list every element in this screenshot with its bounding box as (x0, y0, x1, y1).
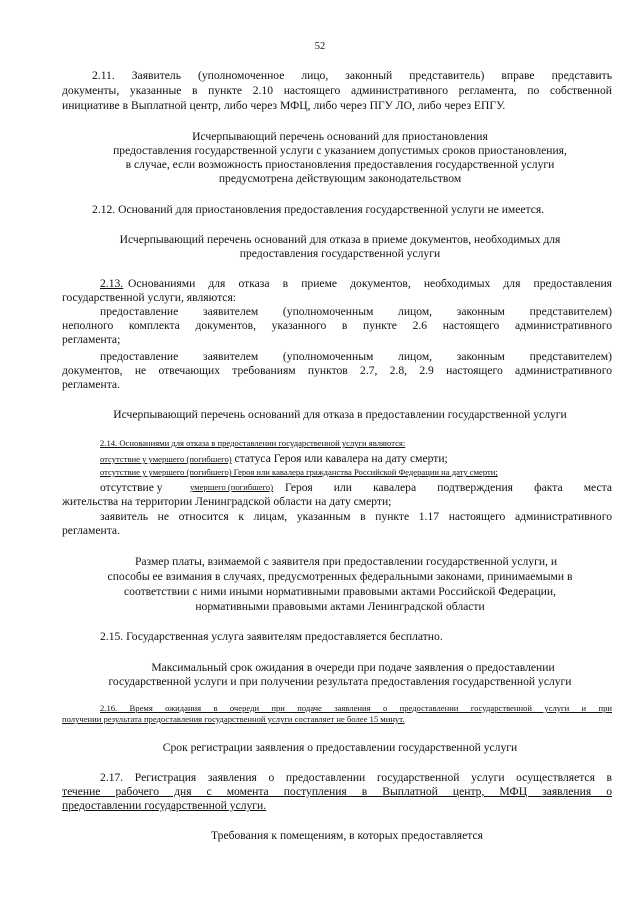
heading-fee-4: нормативными правовыми актами Ленинградской области (195, 600, 485, 613)
heading-refuse-service: Исчерпывающий перечень оснований для отказа в предоставлении государственной услуги (113, 408, 567, 421)
p214-line-2-rest: статуса Героя или кавалера на дату смерти; (231, 452, 448, 465)
p211-line-3: инициативе в Выплатной центр, либо через МФЦ, либо через ПГУ ЛО, либо через ЕПГУ. (62, 99, 506, 112)
p213-number: 2.13. (100, 277, 124, 290)
p214-line-4c: Героя или кавалера подтверждения факта места (285, 481, 612, 494)
p217-line-2: течение рабочего дня с момента поступления в Выплатной центр, МФЦ заявления о (62, 785, 612, 798)
heading-wait-1: Максимальный срок ожидания в очереди при подаче заявления о предоставлении (151, 661, 555, 674)
p213-line-1: Основаниями для отказа в приеме документов, необходимых для предоставления (128, 277, 612, 290)
p214-line-5: жительства на территории Ленинградской области на дату смерти; (62, 495, 392, 508)
p217-line-3: предоставлении государственной услуги. (62, 799, 267, 812)
p211-line-1: 2.11. Заявитель (уполномоченное лицо, законный представитель) вправе представить (92, 69, 612, 82)
page-number: 52 (314, 41, 326, 52)
p214-line-3: отсутствие у умершего (погибшего) Героя или кавалера гражданства Российской Федерации на дату смерти; (100, 467, 498, 477)
p211-line-2: документы, указанные в пункте 2.10 настоящего административного регламента, по собственной (62, 84, 612, 97)
p215: 2.15. Государственная услуга заявителям предоставляется бесплатно. (100, 630, 443, 643)
heading-wait-2: государственной услуги и при получении результата предоставления государственной услуги (108, 675, 572, 688)
p216-line-1: 2.16. Время ожидания в очереди при подаче заявления о предоставлении государственной услуги и при (100, 703, 612, 713)
heading-suspend-3: в случае, если возможность приостановления предоставления государственной услуги (125, 158, 555, 171)
heading-fee-3: соответствии с ними иными нормативными правовыми актами Российской Федерации, (124, 585, 556, 598)
heading-fee-1: Размер платы, взимаемой с заявителя при предоставлении государственной услуги, и (134, 555, 558, 568)
heading-refuse-docs-2: предоставления государственной услуги (239, 247, 441, 260)
heading-fee-2: способы ее взимания в случаях, предусмотренных федеральными законами, принимаемыми в (107, 570, 573, 583)
p216-line-2: получении результата предоставления государственной услуги составляет не более 15 минут. (62, 714, 405, 724)
p214-line-7: регламента. (62, 524, 120, 537)
p213-line-4: неполного комплекта документов, указанного в пункте 2.6 настоящего административного (62, 319, 612, 332)
p213-line-3: предоставление заявителем (уполномоченным лицом, законным представителем) (100, 305, 612, 318)
p213-line-7: документов, не отвечающих требованиям пунктов 2.7, 2.8, 2.9 настоящего административного (62, 364, 612, 377)
heading-suspend-1: Исчерпывающий перечень оснований для приостановления (192, 130, 488, 143)
p213-line-5: регламента; (62, 333, 121, 346)
heading-rooms: Требования к помещениям, в которых предоставляется (211, 829, 483, 842)
p213-line-8: регламента. (62, 378, 120, 391)
p214-line-1: 2.14. Основаниями для отказа в предоставлении государственной услуги являются: (100, 438, 406, 448)
heading-registration: Срок регистрации заявления о предоставлении государственной услуги (162, 741, 518, 754)
p214-line-4b: умершего (погибшего) (190, 482, 274, 492)
heading-suspend-4: предусмотрена действующим законодательством (218, 172, 462, 185)
heading-refuse-docs-1: Исчерпывающий перечень оснований для отказа в приеме документов, необходимых для (119, 233, 561, 246)
p214-line-2-struck: отсутствие у умершего (погибшего) (100, 454, 232, 464)
p213-line-2: государственной услуги, являются: (62, 291, 236, 304)
p214-line-2 (100, 452, 448, 466)
p213-line-6: предоставление заявителем (уполномоченным лицом, законным представителем) (100, 350, 612, 363)
heading-suspend-2: предоставления государственной услуги с указанием допустимых сроков приостановления, (113, 144, 567, 157)
p217-line-1: 2.17. Регистрация заявления о предоставлении государственной услуги осуществляется в (100, 771, 612, 784)
p214-line-4a: отсутствие у (100, 481, 163, 494)
p214-line-6: заявитель не относится к лицам, указанным в пункте 1.17 настоящего административного (100, 510, 612, 523)
p212: 2.12. Оснований для приостановления предоставления государственной услуги не имеется. (92, 203, 545, 216)
